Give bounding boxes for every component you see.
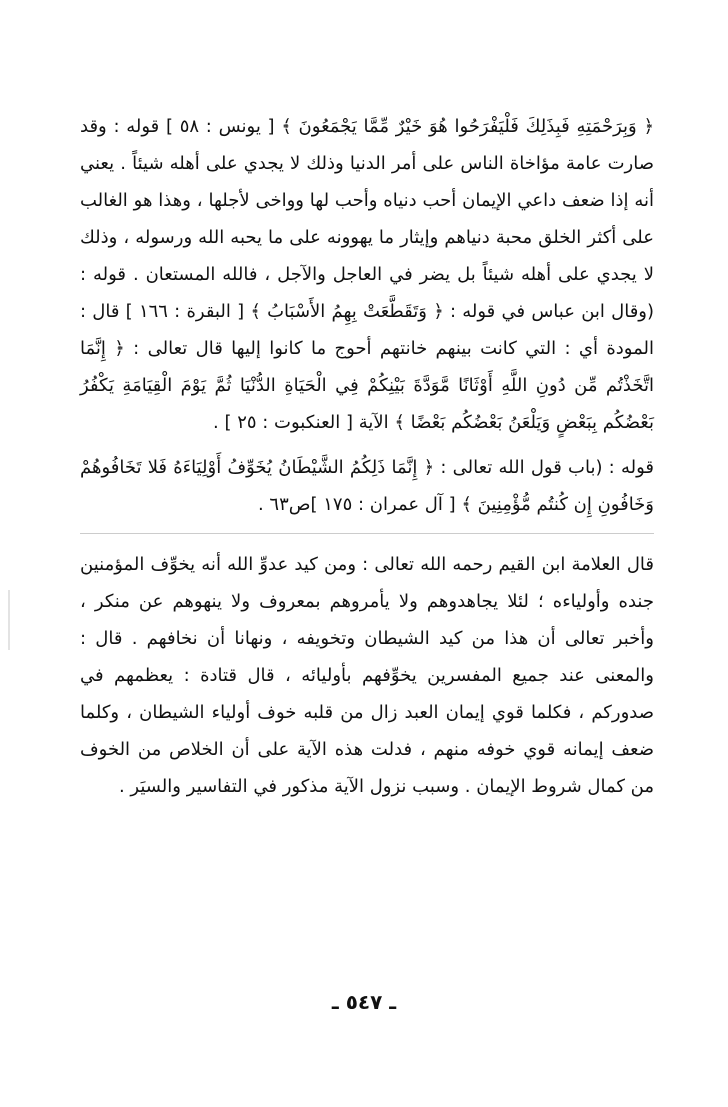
paragraph-1: ﴿ وَبِرَحْمَتِهِ فَبِذَلِكَ فَلْيَفْرَحُوا هُوَ خَيْرٌ مِّمَّا يَجْمَعُونَ ﴾ [ يونس : ٥٨ ] قوله : وقد صارت عامة مؤاخاة الناس على أمر الدنيا وذلك لا يجدي على أهله شيئاً . يعني أنه إذا ضعف داعي الإيمان أحب دنياه وأحب لها وواخى لأجلها ، وهذا هو الغالب على أكثر الخلق محبة دنياهم وإيثار ما يهوونه على ما يحبه الله ورسوله ، وذلك لا يجدي على أهله شيئاً بل يضر في العاجل والآجل ، فالله المستعان . قوله : (وقال ابن عباس في قوله : ﴿ وَتَقَطَّعَتْ بِهِمُ الأَسْبَابُ ﴾ [ البقرة : ١٦٦ ] قال : المودة أي : التي كانت بينهم خانتهم أحوج ما كانوا إليها قال تعالى : ﴿ إِنَّمَا اتَّخَذْتُم مِّن دُونِ اللَّهِ أَوْثَانًا مَّوَدَّةَ بَيْنِكُمْ فِي الْحَيَاةِ الدُّنْيَا ثُمَّ يَوْمَ الْقِيَامَةِ يَكْفُرُ بَعْضُكُم بِبَعْضٍ وَيَلْعَنُ بَعْضُكُم بَعْضًا ﴾ الآية [ العنكبوت : ٢٥ ] . (80, 116, 655, 433)
page-number: ـ ٥٤٧ ـ (331, 990, 397, 1014)
paragraph-2: قوله : (باب قول الله تعالى : ﴿ إِنَّمَا ذَلِكُمُ الشَّيْطَانُ يُخَوِّفُ أَوْلِيَاءَهُ فَلا تَخَافُوهُمْ وَخَافُونِ إِن كُنتُم مُّؤْمِنِينَ ﴾ [ آل عمران : ١٧٥ ]ص٦٣ . (80, 457, 654, 515)
scan-edge-mark (8, 590, 10, 650)
section-divider (80, 533, 654, 534)
page-body (80, 108, 654, 805)
paragraph-3: قال العلامة ابن القيم رحمه الله تعالى : ومن كيد عدوِّ الله أنه يخوِّف المؤمنين جنده وأولياءه ؛ لئلا يجاهدوهم ولا يأمروهم بمعروف ولا ينهوهم عن منكر ، وأخبر تعالى أن هذا من كيد الشيطان وتخويفه ، ونهانا أن نخافهم . قال : والمعنى عند جميع المفسرين يخوِّفهم بأوليائه ، قال قتادة : يعظمهم في صدوركم ، فكلما قوي إيمان العبد زال من قلبه خوف أولياء الشيطان ، وكلما ضعف إيمانه قوي خوفه منهم ، فدلت هذه الآية على أن الخلاص من الخوف من كمال شروط الإيمان . وسبب نزول الآية مذكور في التفاسير والسيَر . (80, 554, 654, 797)
